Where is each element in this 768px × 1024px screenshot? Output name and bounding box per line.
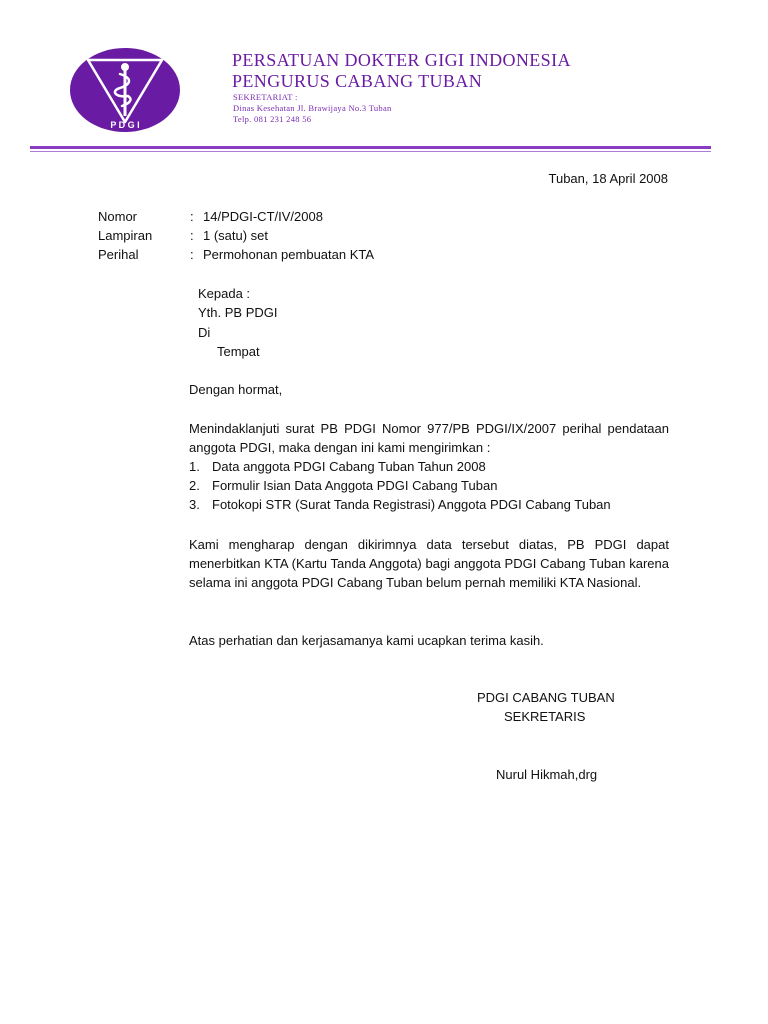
meta-label-nomor: Nomor	[98, 209, 138, 224]
letter-date: Tuban, 18 April 2008	[548, 171, 668, 186]
attachment-list	[189, 457, 669, 514]
meta-value-nomor: 14/PDGI-CT/IV/2008	[203, 209, 323, 224]
recipient-di: Di	[198, 325, 211, 340]
list-number: 2.	[189, 478, 200, 493]
letterhead-title	[232, 50, 571, 92]
pdgi-logo	[68, 46, 182, 134]
signature-org: PDGI CABANG TUBAN	[477, 690, 615, 705]
list-text: Formulir Isian Data Anggota PDGI Cabang Tuban	[212, 478, 498, 493]
meta-value-perihal: Permohonan pembuatan KTA	[203, 247, 375, 262]
meta-colon: :	[190, 247, 194, 262]
list-number: 3.	[189, 497, 200, 512]
meta-colon: :	[190, 228, 194, 243]
header-divider	[30, 146, 711, 149]
closing-line: Atas perhatian dan kerjasamanya kami ucapkan terima kasih.	[189, 633, 544, 648]
list-number: 1.	[189, 459, 200, 474]
meta-value-lampiran: 1 (satu) set	[203, 228, 269, 243]
signature-name: Nurul Hikmah,drg	[496, 767, 598, 782]
recipient-tempat: Tempat	[217, 344, 260, 359]
list-item	[189, 476, 669, 495]
list-item	[189, 495, 669, 514]
recipient-kepada: Kepada :	[198, 286, 251, 301]
meta-label-perihal: Perihal	[98, 247, 139, 262]
salutation: Dengan hormat,	[189, 382, 283, 397]
phone: Telp. 081 231 248 56	[233, 114, 312, 124]
list-text: Fotokopi STR (Surat Tanda Registrasi) Anggota PDGI Cabang Tuban	[212, 497, 611, 512]
secretariat-label: SEKRETARIAT :	[233, 92, 298, 102]
address: Dinas Kesehatan Jl. Brawijaya No.3 Tuban	[233, 103, 392, 113]
header-divider-thin	[30, 151, 711, 152]
branch-name: PENGURUS CABANG TUBAN	[232, 71, 483, 91]
list-item	[189, 457, 669, 476]
meta-label-lampiran: Lampiran	[98, 228, 153, 243]
meta-colon: :	[190, 209, 194, 224]
body-paragraph: Kami mengharap dengan dikirimnya data tersebut diatas, PB PDGI dapat menerbitkan KTA (Kartu Tanda Anggota) bagi anggota PDGI Cabang Tuban karena selama ini anggota PDGI Cabang Tuban belum pernah memiliki KTA Nasional.	[189, 537, 669, 590]
org-name: PERSATUAN DOKTER GIGI INDONESIA	[232, 50, 571, 70]
intro-paragraph: Menindaklanjuti surat PB PDGI Nomor 977/PB PDGI/IX/2007 perihal pendataan anggota PDGI, maka dengan ini kami mengirimkan :	[189, 421, 669, 455]
recipient-yth: Yth. PB PDGI	[198, 305, 278, 320]
logo-text: P D G I	[110, 120, 140, 130]
letterhead-contact	[233, 92, 392, 125]
signature-title: SEKRETARIS	[504, 709, 586, 724]
list-text: Data anggota PDGI Cabang Tuban Tahun 2008	[212, 459, 486, 474]
